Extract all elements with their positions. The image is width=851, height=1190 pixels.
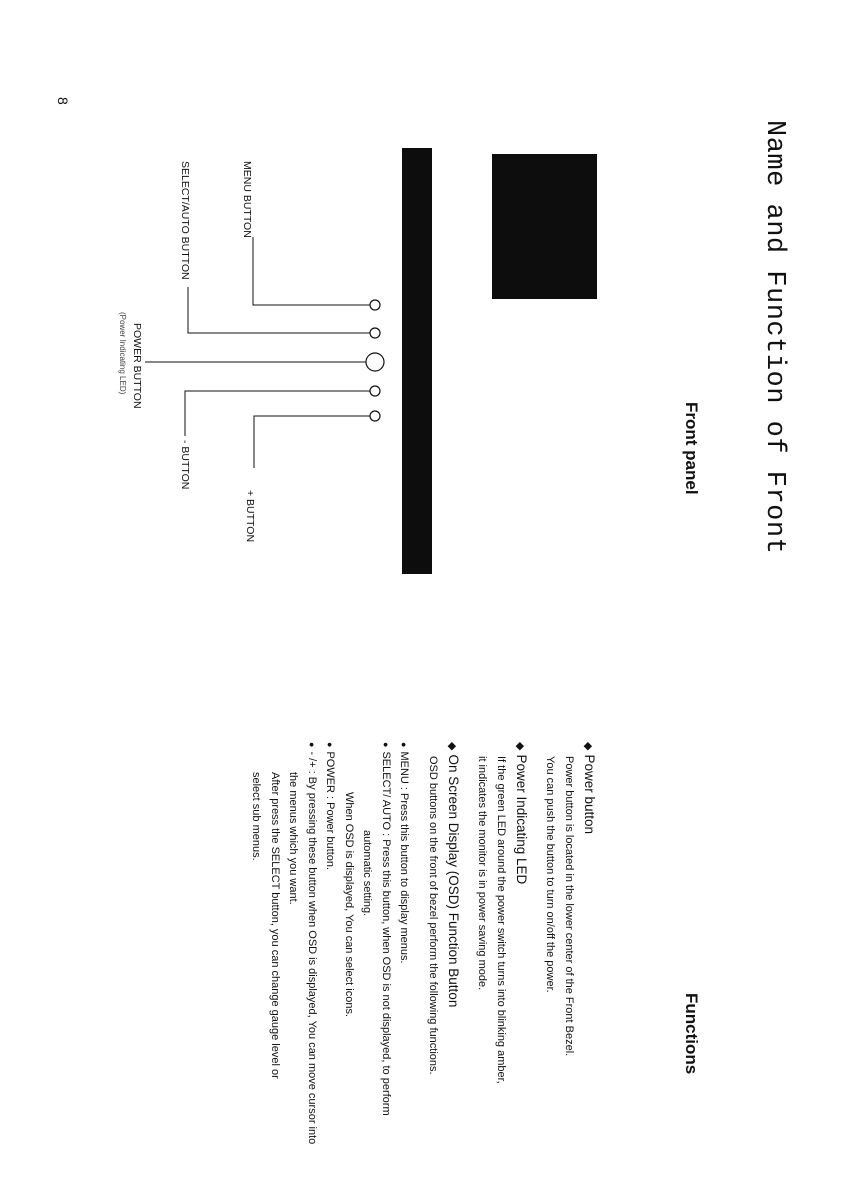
osd-plusminus-line-3: After press the SELECT button, you can change gauge level or: [269, 772, 281, 1079]
power-button-line-2: You can push the button to turn on/off the power.: [544, 756, 557, 993]
power-led-note: (Power Indicating LED): [118, 312, 127, 395]
menu-button-label: MENU BUTTON: [241, 161, 253, 238]
plus-button-circle: [370, 411, 380, 421]
power-led-line-2: it indicates the monitor is in power saving mode.: [476, 756, 489, 991]
osd-power-item: ●POWER : Power button.: [324, 742, 337, 871]
minus-button-label: - BUTTON: [179, 440, 191, 490]
power-led-section-title: ◆Power Indicating LED: [514, 742, 529, 885]
functions-section: [247, 742, 599, 1182]
bullet-dot-icon: ●: [381, 742, 391, 748]
osd-menu-item: ●MENU : Press this button to display menus.: [398, 742, 411, 964]
page-number: 8: [55, 97, 71, 105]
front-panel-heading: Front panel: [682, 402, 701, 495]
bullet-dot-icon: ●: [325, 742, 336, 748]
osd-select-item: ●SELECT/ AUTO : Press this button, when OSD is not displayed, to perform: [380, 742, 392, 1116]
functions-heading: Functions: [682, 993, 701, 1075]
diamond-bullet-icon: ◆: [514, 742, 526, 751]
osd-select-line-2: automatic setting.: [361, 830, 374, 917]
osd-plusminus-line-2: the menus which you want.: [287, 772, 300, 905]
menu-button-circle: [370, 300, 380, 310]
power-button-section-title: ◆Power button: [582, 742, 597, 835]
minus-button-circle: [370, 386, 380, 396]
power-button-circle: [366, 353, 384, 371]
osd-plusminus-item: ●- /+ : By pressing these button when OSD is displayed, You can move cursor into: [306, 742, 318, 1145]
select-auto-button-label: SELECT/AUTO BUTTON: [179, 161, 191, 280]
page-title: Name and Function of Front: [759, 120, 789, 555]
osd-plusminus-line-4: select sub menus.: [250, 772, 263, 861]
bullet-dot-icon: ●: [307, 742, 317, 748]
diamond-bullet-icon: ◆: [582, 742, 594, 751]
osd-select-line-3: When OSD is displayed, You can select icons.: [343, 792, 355, 1018]
bullet-dot-icon: ●: [399, 742, 410, 748]
monitor-bezel-bar: [402, 148, 432, 574]
diamond-bullet-icon: ◆: [446, 742, 458, 751]
osd-intro: OSD buttons on the front of bezel perform the following functions.: [427, 756, 439, 1075]
power-led-line-1: If the green LED around the power switch turns into blinking amber,: [495, 756, 507, 1084]
monitor-screen: [492, 154, 597, 299]
osd-section-title: ◆On Screen Display (OSD) Function Button: [446, 742, 461, 1008]
power-button-line-1: Power button is located in the lower center of the Front Bezel.: [563, 756, 575, 1057]
plus-button-label: + BUTTON: [244, 490, 256, 543]
power-button-label: POWER BUTTON: [131, 323, 143, 409]
select-button-circle: [370, 328, 380, 338]
